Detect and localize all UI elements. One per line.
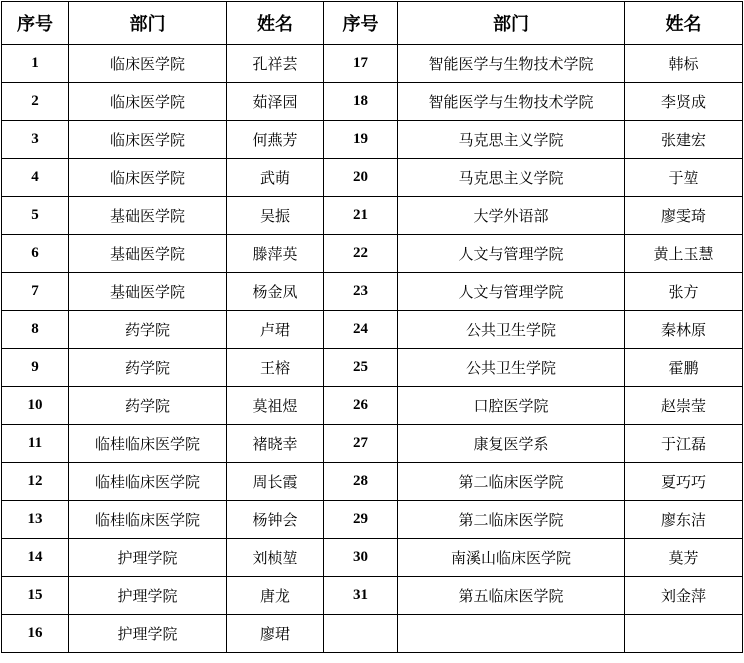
name-left-cell: 吴振 — [227, 197, 324, 235]
header-dept-right: 部门 — [398, 2, 625, 45]
name-left-cell: 莫祖煜 — [227, 387, 324, 425]
table-row — [2, 463, 743, 501]
seq-left-cell: 13 — [2, 501, 69, 539]
dept-left-cell: 护理学院 — [69, 577, 227, 615]
name-left-cell: 卢珺 — [227, 311, 324, 349]
dept-left-cell: 基础医学院 — [69, 235, 227, 273]
dept-left-cell: 药学院 — [69, 387, 227, 425]
seq-right-cell: 29 — [324, 501, 398, 539]
table-row — [2, 539, 743, 577]
name-left-cell: 武萌 — [227, 159, 324, 197]
header-name-right: 姓名 — [625, 2, 743, 45]
seq-right-cell: 31 — [324, 577, 398, 615]
dept-left-cell: 药学院 — [69, 311, 227, 349]
name-right-cell: 刘金萍 — [625, 577, 743, 615]
dept-right-cell: 公共卫生学院 — [398, 349, 625, 387]
seq-right-cell: 22 — [324, 235, 398, 273]
dept-right-cell: 第五临床医学院 — [398, 577, 625, 615]
dept-right-cell: 马克思主义学院 — [398, 159, 625, 197]
name-right-cell: 张方 — [625, 273, 743, 311]
table-row — [2, 387, 743, 425]
name-right-cell: 赵崇莹 — [625, 387, 743, 425]
dept-right-cell: 第二临床医学院 — [398, 463, 625, 501]
seq-left-cell: 4 — [2, 159, 69, 197]
seq-right-cell: 19 — [324, 121, 398, 159]
table-row — [2, 615, 743, 653]
name-right-cell: 夏巧巧 — [625, 463, 743, 501]
dept-left-cell: 基础医学院 — [69, 197, 227, 235]
table-row — [2, 197, 743, 235]
name-right-cell: 黄上玉慧 — [625, 235, 743, 273]
dept-right-cell: 马克思主义学院 — [398, 121, 625, 159]
table-row — [2, 121, 743, 159]
header-seq-left: 序号 — [2, 2, 69, 45]
name-left-cell: 何燕芳 — [227, 121, 324, 159]
dept-left-cell: 临桂临床医学院 — [69, 463, 227, 501]
dept-right-cell: 智能医学与生物技术学院 — [398, 45, 625, 83]
seq-right-cell: 26 — [324, 387, 398, 425]
seq-left-cell: 2 — [2, 83, 69, 121]
dept-left-cell: 临床医学院 — [69, 83, 227, 121]
table-row — [2, 83, 743, 121]
name-left-cell: 滕萍英 — [227, 235, 324, 273]
dept-right-cell: 口腔医学院 — [398, 387, 625, 425]
table-row — [2, 45, 743, 83]
dept-left-cell: 临桂临床医学院 — [69, 425, 227, 463]
table-row — [2, 577, 743, 615]
seq-right-cell: 17 — [324, 45, 398, 83]
name-left-cell: 杨金凤 — [227, 273, 324, 311]
seq-right-cell: 25 — [324, 349, 398, 387]
seq-right-cell: 28 — [324, 463, 398, 501]
dept-right-cell: 大学外语部 — [398, 197, 625, 235]
name-right-cell — [625, 615, 743, 653]
dept-left-cell: 护理学院 — [69, 539, 227, 577]
seq-left-cell: 9 — [2, 349, 69, 387]
name-right-cell: 张建宏 — [625, 121, 743, 159]
name-left-cell: 孔祥芸 — [227, 45, 324, 83]
name-right-cell: 廖东洁 — [625, 501, 743, 539]
dept-left-cell: 临床医学院 — [69, 121, 227, 159]
name-left-cell: 廖珺 — [227, 615, 324, 653]
seq-left-cell: 8 — [2, 311, 69, 349]
name-right-cell: 李贤成 — [625, 83, 743, 121]
seq-right-cell: 23 — [324, 273, 398, 311]
header-dept-left: 部门 — [69, 2, 227, 45]
dept-left-cell: 临床医学院 — [69, 159, 227, 197]
seq-left-cell: 14 — [2, 539, 69, 577]
seq-right-cell: 18 — [324, 83, 398, 121]
table-row — [2, 159, 743, 197]
seq-left-cell: 3 — [2, 121, 69, 159]
header-seq-right: 序号 — [324, 2, 398, 45]
dept-right-cell: 智能医学与生物技术学院 — [398, 83, 625, 121]
name-right-cell: 于堃 — [625, 159, 743, 197]
name-left-cell: 周长霞 — [227, 463, 324, 501]
table-body — [2, 45, 743, 653]
name-right-cell: 韩标 — [625, 45, 743, 83]
dept-left-cell: 临床医学院 — [69, 45, 227, 83]
dept-left-cell: 药学院 — [69, 349, 227, 387]
table-row — [2, 501, 743, 539]
header-row — [2, 2, 743, 45]
name-left-cell: 王榕 — [227, 349, 324, 387]
seq-left-cell: 16 — [2, 615, 69, 653]
seq-left-cell: 15 — [2, 577, 69, 615]
name-list-table — [1, 1, 743, 653]
name-right-cell: 于江磊 — [625, 425, 743, 463]
seq-right-cell: 27 — [324, 425, 398, 463]
dept-left-cell: 临桂临床医学院 — [69, 501, 227, 539]
table-row — [2, 311, 743, 349]
name-left-cell: 刘桢堃 — [227, 539, 324, 577]
header-name-left: 姓名 — [227, 2, 324, 45]
seq-left-cell: 6 — [2, 235, 69, 273]
name-left-cell: 茹泽园 — [227, 83, 324, 121]
dept-right-cell: 人文与管理学院 — [398, 273, 625, 311]
dept-right-cell: 南溪山临床医学院 — [398, 539, 625, 577]
seq-left-cell: 12 — [2, 463, 69, 501]
table-row — [2, 349, 743, 387]
seq-right-cell: 24 — [324, 311, 398, 349]
table-row — [2, 273, 743, 311]
table-row — [2, 235, 743, 273]
dept-left-cell: 基础医学院 — [69, 273, 227, 311]
seq-left-cell: 1 — [2, 45, 69, 83]
dept-right-cell: 公共卫生学院 — [398, 311, 625, 349]
seq-right-cell: 30 — [324, 539, 398, 577]
name-right-cell: 秦林原 — [625, 311, 743, 349]
name-left-cell: 杨钟会 — [227, 501, 324, 539]
name-right-cell: 霍鹏 — [625, 349, 743, 387]
dept-right-cell: 康复医学系 — [398, 425, 625, 463]
seq-left-cell: 10 — [2, 387, 69, 425]
table-row — [2, 425, 743, 463]
seq-right-cell: 21 — [324, 197, 398, 235]
dept-right-cell: 人文与管理学院 — [398, 235, 625, 273]
dept-left-cell: 护理学院 — [69, 615, 227, 653]
seq-left-cell: 11 — [2, 425, 69, 463]
name-right-cell: 莫芳 — [625, 539, 743, 577]
seq-right-cell: 20 — [324, 159, 398, 197]
dept-right-cell: 第二临床医学院 — [398, 501, 625, 539]
dept-right-cell — [398, 615, 625, 653]
seq-left-cell: 5 — [2, 197, 69, 235]
seq-right-cell — [324, 615, 398, 653]
name-left-cell: 唐龙 — [227, 577, 324, 615]
name-right-cell: 廖雯琦 — [625, 197, 743, 235]
name-left-cell: 褚晓幸 — [227, 425, 324, 463]
seq-left-cell: 7 — [2, 273, 69, 311]
